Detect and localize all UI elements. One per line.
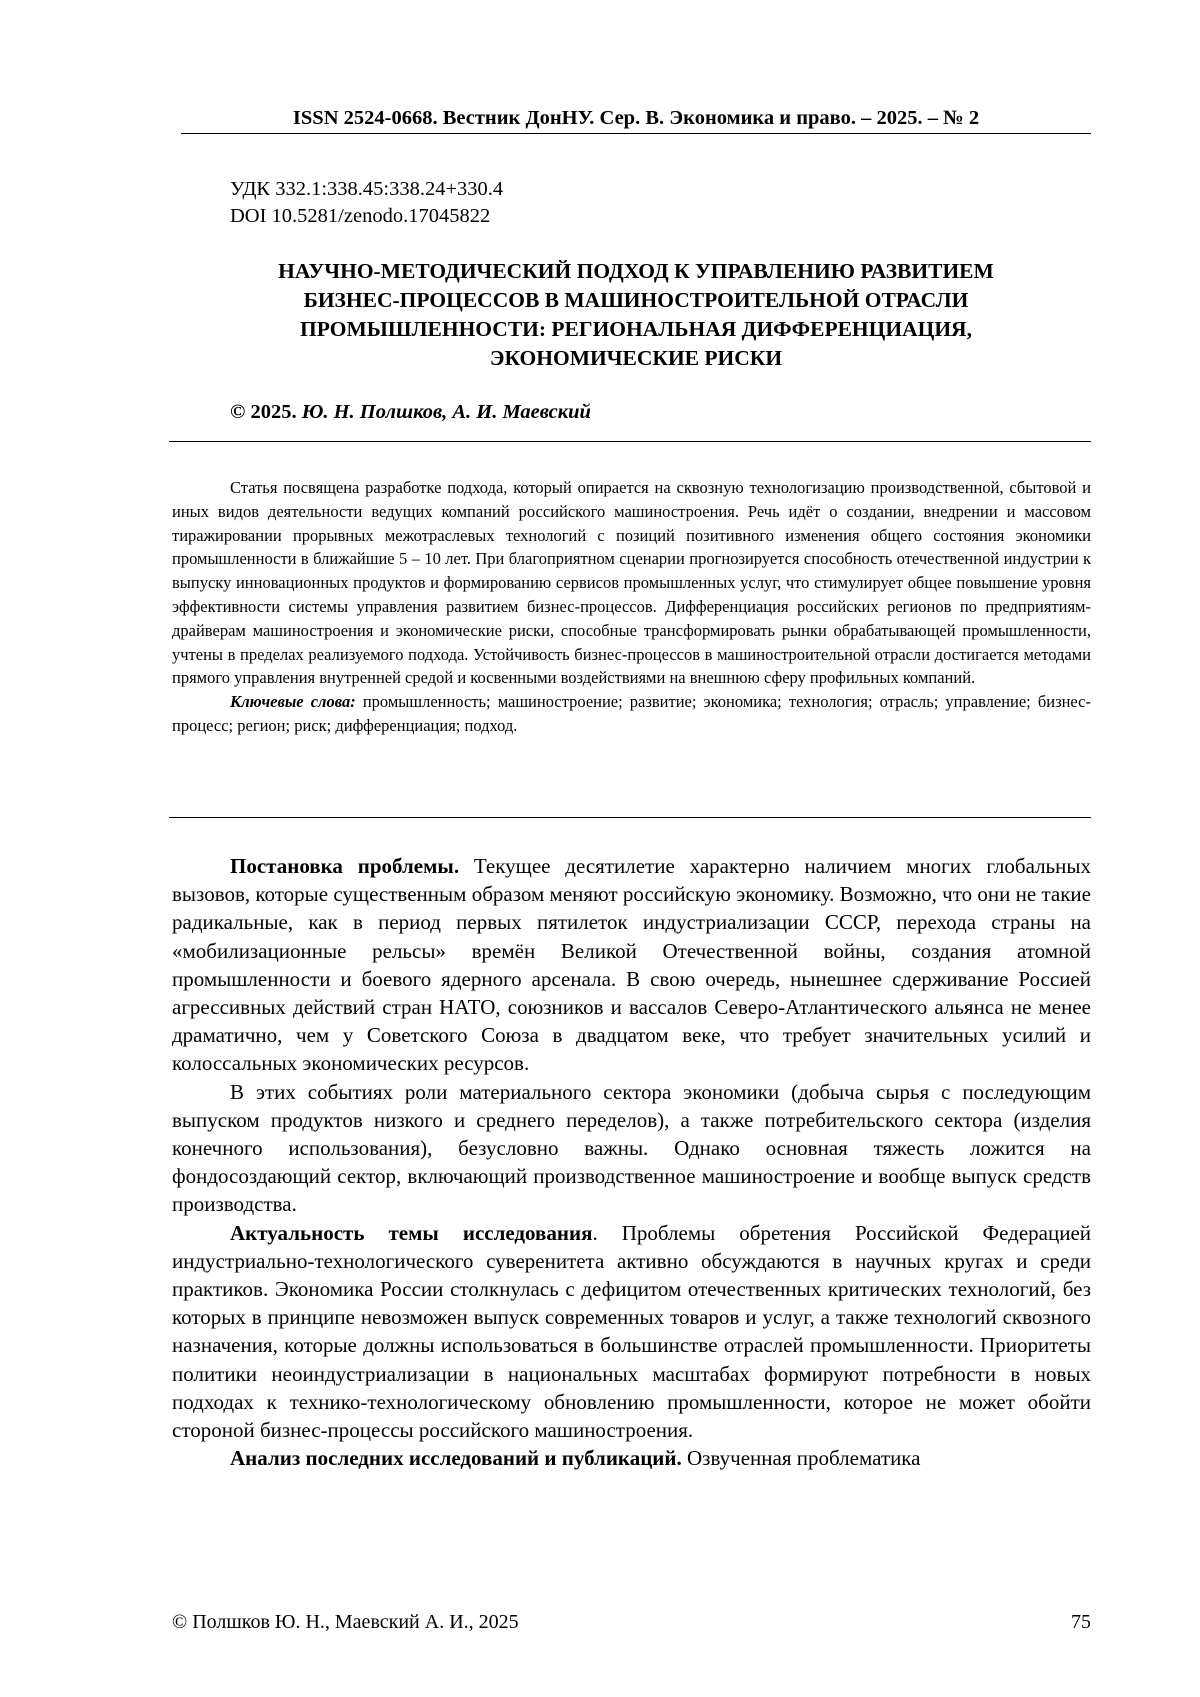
paragraph-text: Текущее десятилетие характерно наличием многих глобальных вызовов, которые существенным образом меняют российскую экономику. Возможно, что они не такие радикальные, как в период первых пятилеток индустриализации СССР, перехода страны на «мобилизационные рельсы» времён Великой Отечественной войны, создания атомной промышленности и боевого ядерного арсенала. В свою очередь, нынешнее сдерживание Россией агрессивных действий стран НАТО, союзников и вассалов Северо-Атлантического альянса не менее драматично, чем у Советского Союза в двадцатом веке, что требует значительных усилий и колоссальных экономических ресурсов. <box>172 854 1091 1076</box>
page-number: 75 <box>1071 1611 1091 1633</box>
article-meta <box>230 176 503 230</box>
article-body <box>172 852 1091 1472</box>
body-paragraph <box>172 852 1091 1078</box>
title-line: ПРОМЫШЛЕННОСТИ: РЕГИОНАЛЬНАЯ ДИФФЕРЕНЦИАЦИЯ, <box>300 317 972 341</box>
copyright-year: © 2025. <box>230 401 297 423</box>
abstract-block <box>172 476 1091 738</box>
abstract-top-rule <box>169 441 1091 442</box>
title-line: БИЗНЕС-ПРОЦЕССОВ В МАШИНОСТРОИТЕЛЬНОЙ ОТРАСЛИ <box>303 288 969 312</box>
keywords-text: промышленность; машиностроение; развитие; экономика; технология; отрасль; управление; бизнес-процесс; регион; риск; дифференциация; подход. <box>172 692 1091 735</box>
udc-code: УДК 332.1:338.45:338.24+330.4 <box>230 178 504 200</box>
section-heading: Актуальность темы исследования <box>230 1220 593 1245</box>
section-heading: Постановка проблемы. <box>230 854 460 878</box>
paragraph-text: В этих событиях роли материального сектора экономики (добыча сырья с последующим выпуском продуктов низкого и среднего переделов), а также потребительского сектора (изделия конечного использования), безусловно важны. Однако основная тяжесть ложится на фондосоздающий сектор, включающий производственное машиностроение и вообще выпуск средств производства. <box>172 1079 1091 1217</box>
abstract-text: Статья посвящена разработке подхода, который опирается на сквозную технологизацию производственной, сбытовой и иных видов деятельности ведущих компаний российского машиностроения. Речь идёт о создании, внедрении и массовом тиражировании прорывных межотраслевых технологий с позиций позитивного изменения общего состояния экономики промышленности в ближайшие 5 – 10 лет. При благоприятном сценарии прогнозируется способность отечественной индустрии к выпуску инновационных продуктов и формированию сервисов промышленных услуг, что стимулирует общее повышение уровня эффективности системы управления развитием бизнес-процессов. Дифференциация российских регионов по предприятиям-драйверам машиностроения и экономические риски, способные трансформировать рынки обрабатывающей промышленности, учтены в пределах реализуемого подхода. Устойчивость бизнес-процессов в машиностроительной отрасли достигается методами прямого управления внутренней средой и косвенными воздействиями на внешнюю сферу профильных компаний. <box>172 478 1091 688</box>
paragraph-text: Озвученная проблематика <box>681 1446 921 1471</box>
footer-copyright: © Полшков Ю. Н., Маевский А. И., 2025 <box>172 1611 519 1633</box>
body-paragraph <box>172 1219 1091 1445</box>
article-title <box>181 257 1091 373</box>
body-paragraph <box>172 1444 1091 1472</box>
header-rule <box>181 133 1091 134</box>
author-names: Ю. Н. Полшков, А. И. Маевский <box>301 401 591 423</box>
authors-line <box>230 399 591 425</box>
section-heading: Анализ последних исследований и публикаций. <box>230 1446 682 1471</box>
title-line: ЭКОНОМИЧЕСКИЕ РИСКИ <box>489 346 783 370</box>
abstract-bottom-rule <box>169 817 1091 818</box>
body-paragraph <box>172 1078 1091 1219</box>
paragraph-text: . Проблемы обретения Российской Федерацией индустриально-технологического суверенитета активно обсуждаются в научных кругах и среди практиков. Экономика России столкнулась с дефицитом отечественных критических технологий, без которых в принципе невозможен выпуск современных товаров и услуг, а также технологий сквозного назначения, которые должны использоваться в большинстве отраслей промышленности. Приоритеты политики неоиндустриализации в национальных масштабах формируют потребности в новых подходах к технико-технологическому обновлению промышленности, которое не может обойти стороной бизнес-процессы российского машиностроения. <box>172 1220 1092 1443</box>
running-head: ISSN 2524-0668. Вестник ДонНУ. Сер. В. Экономика и право. – 2025. – № 2 <box>292 107 980 129</box>
keywords <box>172 690 1091 738</box>
doi: DOI 10.5281/zenodo.17045822 <box>230 205 491 227</box>
title-line: НАУЧНО-МЕТОДИЧЕСКИЙ ПОДХОД К УПРАВЛЕНИЮ РАЗВИТИЕМ <box>278 259 994 283</box>
keywords-label: Ключевые слова: <box>230 692 356 712</box>
